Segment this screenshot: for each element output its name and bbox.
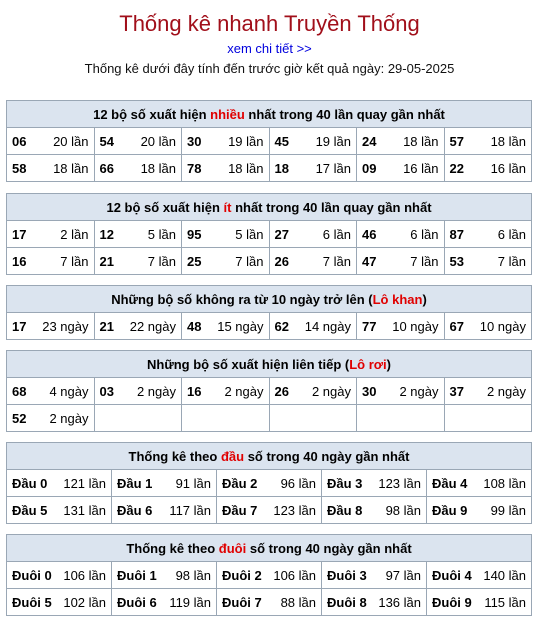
stat-cell — [444, 378, 532, 405]
count-value: 88 lần — [280, 594, 316, 610]
number-label: 09 — [362, 160, 377, 176]
count-value: 99 lần — [490, 502, 526, 518]
digit-label: Đuôi 5 — [12, 594, 52, 610]
stat-cell — [444, 313, 532, 340]
count-value: 140 lần — [483, 567, 526, 583]
number-label: 30 — [362, 383, 377, 399]
heading-highlight: đuôi — [218, 540, 247, 556]
count-value: 7 lần — [410, 253, 439, 269]
head-digit-table — [6, 442, 532, 524]
number-label: 26 — [274, 253, 289, 269]
stat-cell — [94, 405, 182, 432]
count-value: 19 lần — [228, 133, 264, 149]
heading-text: nhất trong 40 lần quay gần nhất — [231, 199, 432, 215]
lo-roi-heading — [7, 351, 532, 378]
stat-cell — [7, 470, 112, 497]
digit-label: Đuôi 8 — [327, 594, 367, 610]
number-label: 17 — [12, 226, 27, 242]
stat-cell — [112, 497, 217, 524]
head-digit-heading — [7, 443, 532, 470]
stat-cell — [444, 128, 532, 155]
heading-highlight: Lô khan — [372, 291, 423, 307]
table-row — [7, 405, 532, 432]
stat-cell — [357, 248, 445, 275]
count-value: 7 lần — [322, 253, 351, 269]
stat-cell — [444, 405, 532, 432]
number-label: 67 — [449, 318, 464, 334]
stat-cell — [444, 248, 532, 275]
number-label: 48 — [187, 318, 202, 334]
heading-text: số trong 40 ngày gần nhất — [246, 540, 412, 556]
table-row — [7, 470, 532, 497]
stat-cell — [182, 221, 270, 248]
table-row — [7, 562, 532, 589]
digit-label: Đuôi 9 — [432, 594, 472, 610]
stat-cell — [444, 221, 532, 248]
count-value: 6 lần — [322, 226, 351, 242]
number-label: 03 — [99, 383, 114, 399]
stat-cell — [217, 589, 322, 616]
stat-cell — [94, 128, 182, 155]
stat-cell — [94, 155, 182, 182]
count-value: 7 lần — [60, 253, 89, 269]
number-label: 18 — [274, 160, 289, 176]
count-value: 18 lần — [403, 133, 439, 149]
stat-cell — [444, 155, 532, 182]
heading-text: số trong 40 ngày gần nhất — [244, 448, 410, 464]
count-value: 6 lần — [497, 226, 526, 242]
digit-label: Đuôi 0 — [12, 567, 52, 583]
stat-cell — [322, 470, 427, 497]
count-value: 19 lần — [315, 133, 351, 149]
count-value: 18 lần — [53, 160, 89, 176]
number-label: 78 — [187, 160, 202, 176]
number-label: 87 — [449, 226, 464, 242]
stat-cell — [269, 378, 357, 405]
least-frequent-heading — [7, 194, 532, 221]
digit-label: Đuôi 6 — [117, 594, 157, 610]
count-value: 10 ngày — [392, 318, 439, 334]
number-label: 77 — [362, 318, 377, 334]
number-label: 45 — [274, 133, 289, 149]
most-frequent-heading — [7, 101, 532, 128]
stat-cell — [357, 128, 445, 155]
stat-cell — [7, 589, 112, 616]
stat-cell — [112, 470, 217, 497]
count-value: 91 lần — [175, 475, 211, 491]
number-label: 27 — [274, 226, 289, 242]
count-value: 123 lần — [378, 475, 421, 491]
heading-text: ) — [386, 356, 391, 372]
stat-cell — [7, 221, 95, 248]
count-value: 4 ngày — [49, 383, 89, 399]
count-value: 10 ngày — [479, 318, 526, 334]
count-value: 17 lần — [315, 160, 351, 176]
stat-cell — [7, 248, 95, 275]
count-value: 106 lần — [273, 567, 316, 583]
count-value: 2 ngày — [311, 383, 351, 399]
stat-cell — [182, 155, 270, 182]
table-row — [7, 155, 532, 182]
digit-label: Đầu 1 — [117, 475, 153, 491]
tail-digit-heading — [7, 535, 532, 562]
stat-cell — [94, 221, 182, 248]
count-value: 136 lần — [378, 594, 421, 610]
stat-cell — [427, 562, 532, 589]
count-value: 18 lần — [140, 160, 176, 176]
number-label: 12 — [99, 226, 114, 242]
page-title: Thống kê nhanh Truyền Thống — [119, 11, 420, 36]
table-row — [7, 589, 532, 616]
number-label: 06 — [12, 133, 27, 149]
table-row — [7, 221, 532, 248]
stat-cell — [94, 378, 182, 405]
count-value: 20 lần — [53, 133, 89, 149]
number-label: 57 — [449, 133, 464, 149]
digit-label: Đuôi 1 — [117, 567, 157, 583]
number-label: 66 — [99, 160, 114, 176]
count-value: 20 lần — [140, 133, 176, 149]
stat-cell — [7, 562, 112, 589]
number-label: 25 — [187, 253, 202, 269]
digit-label: Đầu 4 — [432, 475, 468, 491]
table-row — [7, 128, 532, 155]
digit-label: Đầu 2 — [222, 475, 258, 491]
count-value: 115 lần — [484, 594, 526, 610]
heading-highlight: đầu — [220, 448, 245, 464]
stat-cell — [7, 313, 95, 340]
heading-text: Thống kê theo — [128, 448, 221, 464]
number-label: 21 — [99, 253, 114, 269]
heading-text: ) — [422, 291, 427, 307]
digit-label: Đầu 0 — [12, 475, 48, 491]
count-value: 7 lần — [147, 253, 176, 269]
digit-label: Đuôi 3 — [327, 567, 367, 583]
number-label: 17 — [12, 318, 27, 334]
count-value: 98 lần — [385, 502, 421, 518]
number-label: 62 — [274, 318, 289, 334]
stat-cell — [112, 589, 217, 616]
count-value: 117 lần — [169, 502, 211, 518]
table-row — [7, 378, 532, 405]
number-label: 68 — [12, 383, 27, 399]
count-value: 131 lần — [63, 502, 106, 518]
number-label: 26 — [274, 383, 289, 399]
stat-cell — [322, 497, 427, 524]
number-label: 24 — [362, 133, 377, 149]
count-value: 97 lần — [385, 567, 421, 583]
most-frequent-table — [6, 100, 532, 182]
number-label: 52 — [12, 410, 27, 426]
stat-cell — [269, 155, 357, 182]
view-details-link[interactable]: xem chi tiết >> — [227, 41, 312, 56]
tail-digit-table — [6, 534, 532, 616]
stat-cell — [112, 562, 217, 589]
stat-cell — [7, 378, 95, 405]
stat-cell — [7, 155, 95, 182]
number-label: 30 — [187, 133, 202, 149]
count-value: 106 lần — [63, 567, 106, 583]
lo-khan-heading — [7, 286, 532, 313]
page — [0, 9, 539, 610]
table-row — [7, 313, 532, 340]
least-frequent-table — [6, 193, 532, 275]
heading-highlight: Lô rơi — [349, 356, 387, 372]
stat-cell — [269, 221, 357, 248]
number-label: 37 — [449, 383, 464, 399]
digit-label: Đầu 9 — [432, 502, 468, 518]
stat-cell — [7, 405, 95, 432]
number-label: 95 — [187, 226, 202, 242]
number-label: 21 — [99, 318, 114, 334]
count-value: 2 ngày — [399, 383, 439, 399]
number-label: 58 — [12, 160, 27, 176]
stat-cell — [322, 589, 427, 616]
count-value: 2 ngày — [136, 383, 176, 399]
lo-roi-table — [6, 350, 532, 432]
heading-text: Những bộ số xuất hiện liên tiếp ( — [146, 356, 350, 372]
stat-cell — [182, 128, 270, 155]
count-value: 108 lần — [483, 475, 526, 491]
stat-cell — [357, 313, 445, 340]
stat-cell — [269, 313, 357, 340]
count-value: 16 lần — [490, 160, 526, 176]
stat-cell — [427, 470, 532, 497]
stat-cell — [269, 405, 357, 432]
stat-cell — [7, 497, 112, 524]
heading-text: Những bộ số không ra từ 10 ngày trở lên ( — [111, 291, 373, 307]
number-label: 46 — [362, 226, 377, 242]
stat-cell — [357, 155, 445, 182]
stat-cell — [357, 221, 445, 248]
count-value: 18 lần — [490, 133, 526, 149]
count-value: 14 ngày — [304, 318, 351, 334]
heading-text: nhất trong 40 lần quay gần nhất — [244, 106, 445, 122]
stat-cell — [94, 248, 182, 275]
count-value: 2 ngày — [224, 383, 264, 399]
count-value: 121 lần — [63, 475, 106, 491]
stat-cell — [182, 405, 270, 432]
count-value: 2 ngày — [49, 410, 89, 426]
stat-cell — [269, 248, 357, 275]
count-value: 5 lần — [235, 226, 264, 242]
count-value: 7 lần — [235, 253, 264, 269]
stat-cell — [357, 378, 445, 405]
count-value: 18 lần — [228, 160, 264, 176]
stat-cell — [217, 562, 322, 589]
count-value: 22 ngày — [129, 318, 176, 334]
stat-cell — [427, 589, 532, 616]
lo-khan-table — [6, 285, 532, 340]
stat-cell — [182, 378, 270, 405]
digit-label: Đuôi 4 — [432, 567, 472, 583]
count-value: 16 lần — [403, 160, 439, 176]
stat-cell — [217, 470, 322, 497]
count-value: 5 lần — [147, 226, 176, 242]
heading-text: 12 bộ số xuất hiện — [106, 199, 224, 215]
digit-label: Đuôi 7 — [222, 594, 262, 610]
count-value: 6 lần — [410, 226, 439, 242]
stat-cell — [217, 497, 322, 524]
number-label: 16 — [12, 253, 27, 269]
table-row — [7, 497, 532, 524]
heading-highlight: ít — [223, 199, 232, 215]
heading-text: Thống kê theo — [126, 540, 219, 556]
count-value: 15 ngày — [217, 318, 264, 334]
heading-text: 12 bộ số xuất hiện — [93, 106, 211, 122]
digit-label: Đầu 3 — [327, 475, 363, 491]
stat-cell — [269, 128, 357, 155]
count-value: 119 lần — [169, 594, 211, 610]
digit-label: Đuôi 2 — [222, 567, 262, 583]
stat-cell — [182, 248, 270, 275]
stat-cell — [427, 497, 532, 524]
count-value: 7 lần — [497, 253, 526, 269]
number-label: 22 — [449, 160, 464, 176]
heading-highlight: nhiều — [210, 106, 245, 122]
count-value: 102 lần — [63, 594, 106, 610]
number-label: 54 — [99, 133, 114, 149]
count-value: 23 ngày — [42, 318, 89, 334]
page-subtitle: Thống kê dưới đây tính đến trước giờ kết quả ngày: 29-05-2025 — [84, 61, 455, 76]
stat-cell — [322, 562, 427, 589]
stat-cell — [94, 313, 182, 340]
count-value: 123 lần — [273, 502, 316, 518]
number-label: 53 — [449, 253, 464, 269]
stat-cell — [7, 128, 95, 155]
number-label: 47 — [362, 253, 377, 269]
digit-label: Đầu 7 — [222, 502, 258, 518]
table-row — [7, 248, 532, 275]
count-value: 2 ngày — [486, 383, 526, 399]
digit-label: Đầu 6 — [117, 502, 153, 518]
digit-label: Đầu 5 — [12, 502, 48, 518]
count-value: 2 lần — [60, 226, 89, 242]
count-value: 96 lần — [280, 475, 316, 491]
digit-label: Đầu 8 — [327, 502, 363, 518]
stat-cell — [182, 313, 270, 340]
stat-cell — [357, 405, 445, 432]
count-value: 98 lần — [175, 567, 211, 583]
number-label: 16 — [187, 383, 202, 399]
